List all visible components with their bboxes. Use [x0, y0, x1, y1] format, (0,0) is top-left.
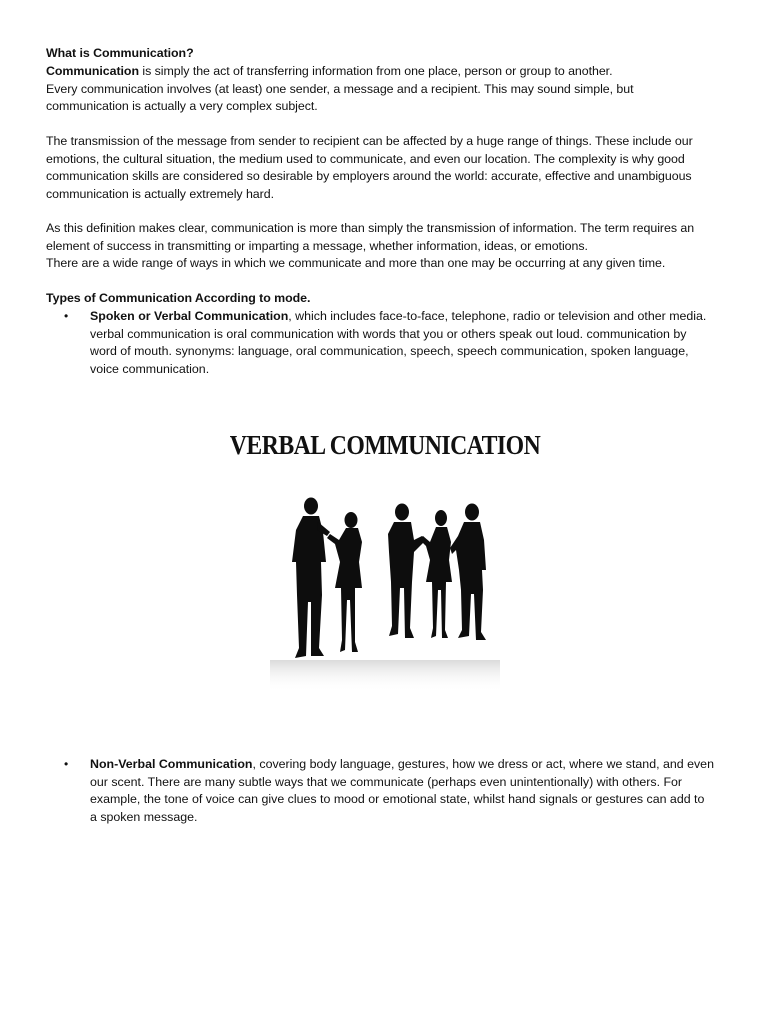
list-item-verbal: [64, 308, 724, 380]
paragraph-line: emotions, the cultural situation, the medium used to communicate, and even our location. The complexity is why good: [46, 151, 685, 166]
paragraph-line: There are a wide range of ways in which we communicate and more than one may be occurring at any given time.: [46, 256, 666, 271]
paragraph-line: communication is actually a very complex subject.: [46, 99, 318, 114]
line-text: , which includes face-to-face, telephone, radio or television and other media.: [288, 309, 707, 323]
list-item-content: [90, 756, 722, 826]
paragraph-line: example, the tone of voice can give clues to mood or emotional state, whilst hand signals or gestures can add to: [90, 792, 705, 807]
man-silhouette-2: [388, 504, 426, 639]
types-heading-text: Types of Communication According to mode.: [46, 291, 311, 305]
list-item-nonverbal: [64, 756, 724, 828]
woman-silhouette-1: [327, 512, 362, 652]
man-silhouette-1: [292, 498, 330, 659]
verbal-communication-figure: [200, 420, 570, 695]
paragraph-line: word of mouth. synonyms: language, oral communication, speech, speech communication, spoken language,: [90, 344, 689, 359]
paragraph-line: element of success in transmitting or imparting a message, whether information, ideas, or emotions.: [46, 238, 588, 253]
business-people-silhouettes-icon: [200, 470, 570, 695]
woman-silhouette-2: [420, 510, 452, 638]
paragraph-transmission: [46, 133, 722, 203]
types-heading: [46, 290, 722, 308]
section-heading: [46, 45, 722, 63]
term-communication: Communication: [46, 64, 139, 78]
paragraph-line: As this definition makes clear, communication is more than simply the transmission of information. The term requires an: [46, 221, 695, 235]
paragraph-line: Every communication involves (at least) one sender, a message and a recipient. This may sound simple, but: [46, 81, 634, 96]
paragraph-definition-clear: [46, 220, 722, 273]
line-text: , covering body language, gestures, how we dress or act, where we stand, and even: [252, 757, 714, 771]
paragraph-line: The transmission of the message from sender to recipient can be affected by a huge range of things. These include our: [46, 134, 693, 148]
heading-text: What is Communication?: [46, 46, 194, 60]
paragraph-definition: [46, 63, 722, 116]
paragraph-line: our scent. There are many subtle ways that we communicate (perhaps even unintentionally) with others. For: [90, 774, 683, 789]
paragraph-line: a spoken message.: [90, 809, 198, 824]
paragraph-line: communication is actually extremely hard.: [46, 186, 274, 201]
figure-title: VERBAL COMMUNICATION: [229, 430, 541, 460]
list-item-content: [90, 308, 722, 378]
term-verbal: Spoken or Verbal Communication: [90, 309, 289, 323]
paragraph-line: [90, 756, 722, 774]
line-text: is simply the act of transferring information from one place, person or group to another.: [138, 64, 613, 78]
paragraph-line: communication skills are considered so desirable by employers around the world: accurate, effective and unambiguous: [46, 169, 692, 184]
term-nonverbal: Non-Verbal Communication: [90, 757, 253, 771]
bullet-icon: •: [64, 309, 69, 323]
bullet-icon: •: [64, 757, 69, 771]
paragraph-line: voice communication.: [90, 361, 210, 376]
floor-reflection: [270, 660, 500, 692]
paragraph-line: [46, 63, 722, 81]
man-silhouette-3: [450, 504, 486, 641]
paragraph-line: [90, 308, 722, 326]
paragraph-line: verbal communication is oral communication with words that you or others speak out loud. communication by: [90, 326, 687, 341]
